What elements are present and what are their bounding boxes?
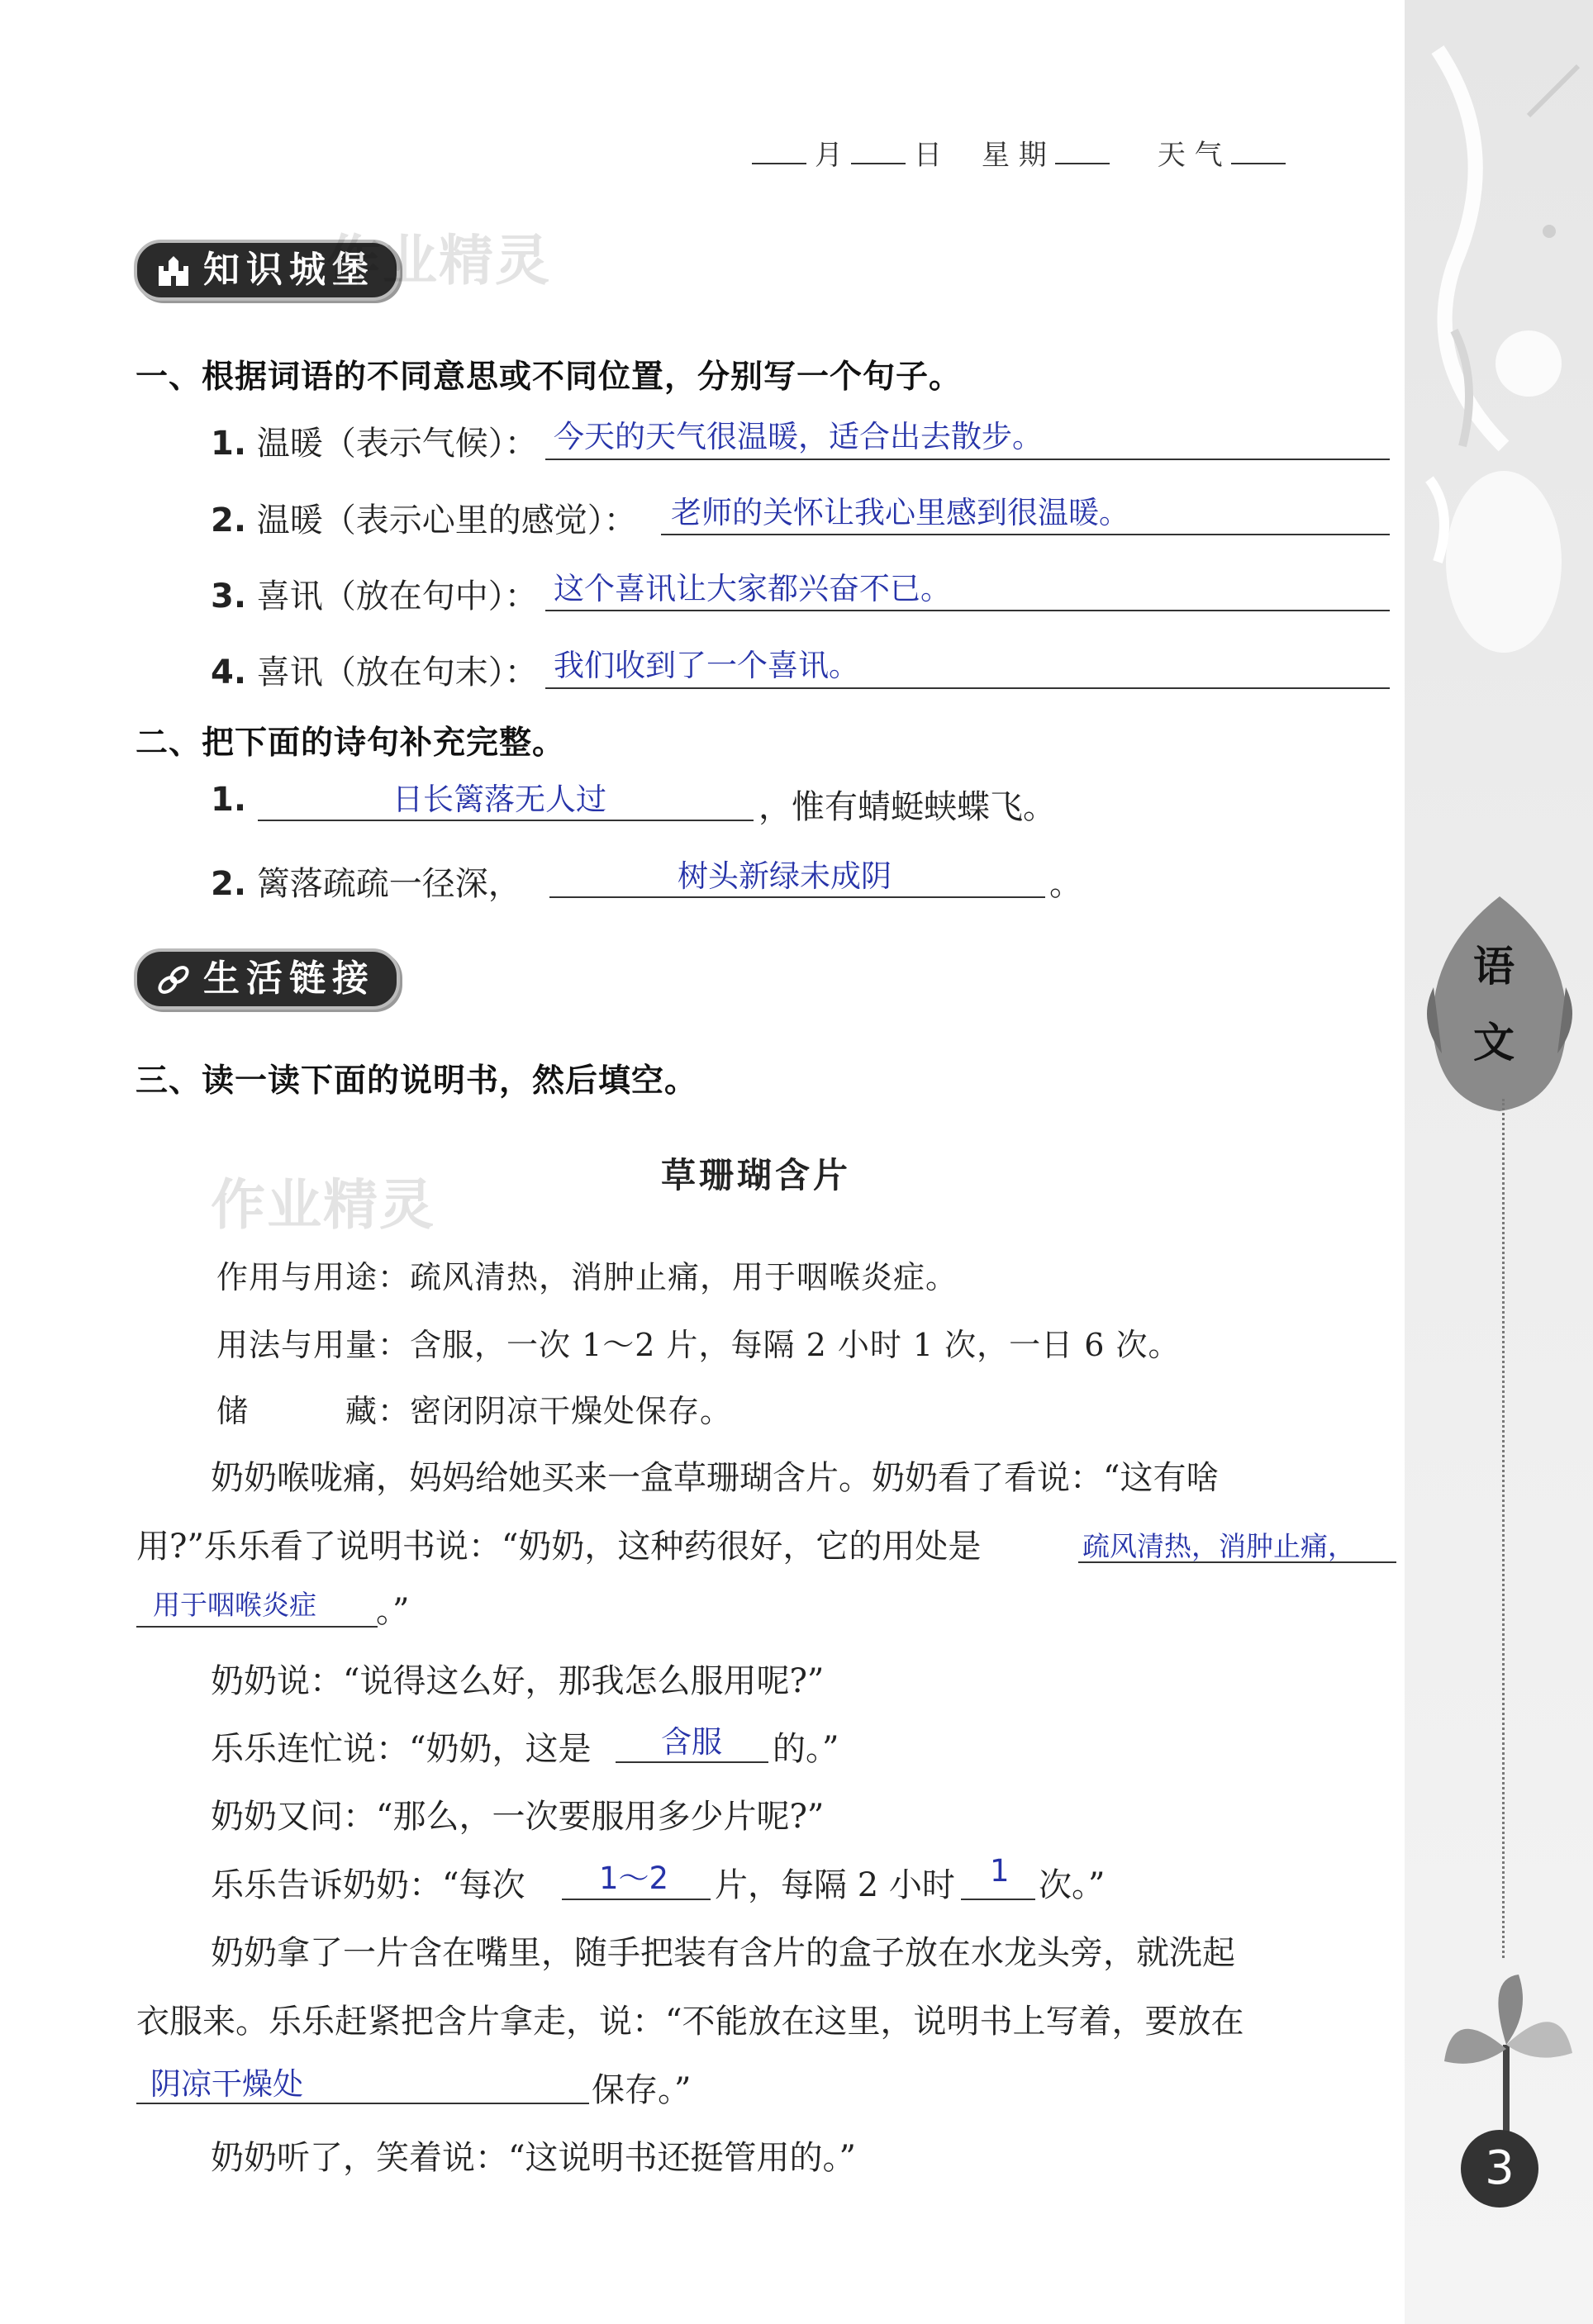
story-blank-5-line[interactable] xyxy=(961,1899,1035,1900)
leaflet-title: 草珊瑚含片 xyxy=(661,1155,852,1195)
q2-item-1-answer: 日长篱落无人过 xyxy=(392,782,606,817)
castle-icon xyxy=(155,253,192,289)
month-blank[interactable] xyxy=(752,138,806,164)
q1-item-2-line[interactable] xyxy=(661,534,1390,535)
weekday-blank[interactable] xyxy=(1055,138,1110,164)
story-p5-mid: 片，每隔 2 小时 xyxy=(715,1866,955,1904)
dotted-divider xyxy=(1502,1099,1505,1958)
story-p1-line1: 奶奶喉咙痛，妈妈给她买来一盒草珊瑚含片。奶奶看了看说：“这有啥 xyxy=(211,1459,1220,1497)
day-blank[interactable] xyxy=(851,138,906,164)
date-line xyxy=(744,132,1294,173)
story-p5-post: 次。” xyxy=(1039,1866,1106,1904)
story-p3-post: 的。” xyxy=(773,1730,839,1768)
weekday-label: 星 期 xyxy=(982,139,1047,172)
story-blank-4-line[interactable] xyxy=(562,1899,711,1900)
link-icon xyxy=(155,962,192,998)
leaflet-usage: 作用与用途：疏风清热，消肿止痛，用于咽喉炎症。 xyxy=(216,1259,958,1295)
leaflet-storage: 储 藏：密闭阴凉干燥处保存。 xyxy=(216,1393,733,1429)
q1-item-3: 3. 喜讯（放在句中）： xyxy=(211,577,538,615)
weather-blank[interactable] xyxy=(1231,138,1286,164)
plant-icon xyxy=(1436,1970,1576,2136)
story-blank-2-answer: 用于咽喉炎症 xyxy=(153,1589,316,1621)
q2-item-1-line[interactable] xyxy=(258,820,754,821)
q1-item-1-answer: 今天的天气很温暖，适合出去散步。 xyxy=(554,419,1043,454)
q1-item-4-line[interactable] xyxy=(545,687,1390,689)
story-p5-pre: 乐乐告诉奶奶：“每次 xyxy=(211,1866,525,1904)
q1-item-4-answer: 我们收到了一个喜讯。 xyxy=(554,648,859,683)
q1-item-2: 2. 温暖（表示心里的感觉）： xyxy=(211,501,637,539)
q2-item-2-answer: 树头新绿未成阴 xyxy=(678,858,892,894)
q1-item-3-answer: 这个喜讯让大家都兴奋不已。 xyxy=(554,571,951,606)
q1-heading: 一、根据词语的不同意思或不同位置，分别写一个句子。 xyxy=(136,359,963,396)
q3-heading: 三、读一读下面的说明书，然后填空。 xyxy=(136,1062,698,1100)
watermark-2: 作业精灵 xyxy=(211,1173,435,1237)
story-p4: 奶奶又问：“那么，一次要服用多少片呢?” xyxy=(211,1798,825,1836)
story-p6-line2: 衣服来。乐乐赶紧把含片拿走，说：“不能放在这里，说明书上写着，要放在 xyxy=(136,2003,1244,2041)
story-blank-5-answer: 1 xyxy=(990,1853,1010,1889)
music-decoration-icon xyxy=(1405,17,1593,677)
story-blank-3-line[interactable] xyxy=(616,1761,768,1763)
page-number: 3 xyxy=(1461,2130,1538,2208)
story-blank-4-answer: 1～2 xyxy=(599,1861,669,1896)
q1-item-1: 1. 温暖（表示气候）： xyxy=(211,425,538,463)
story-p7: 奶奶听了，笑着说：“这说明书还挺管用的。” xyxy=(211,2139,856,2177)
day-label: 日 xyxy=(914,139,942,172)
story-blank-3-answer: 含服 xyxy=(661,1724,722,1760)
story-p1-end: 。” xyxy=(376,1592,410,1630)
subject-char-2: 文 xyxy=(1473,1019,1515,1067)
month-label: 月 xyxy=(815,139,843,172)
q1-item-4: 4. 喜讯（放在句末）： xyxy=(211,653,538,691)
story-p6-line1: 奶奶拿了一片含在嘴里，随手把装有含片的盒子放在水龙头旁，就洗起 xyxy=(211,1934,1235,1972)
story-blank-2-line[interactable] xyxy=(136,1626,378,1628)
story-blank-1-answer: 疏风清热，消肿止痛， xyxy=(1082,1530,1355,1562)
q2-item-1-suffix: ，惟有蜻蜓蛱蝶飞。 xyxy=(758,788,1056,826)
story-p1-line2: 用?”乐乐看了说明书说：“奶奶，这种药很好，它的用处是 xyxy=(136,1528,982,1566)
q1-item-1-line[interactable] xyxy=(545,459,1390,460)
q2-item-2-suffix: 。 xyxy=(1049,865,1082,903)
q2-item-2-line[interactable] xyxy=(549,896,1045,898)
watermark: 作业精灵 xyxy=(326,229,551,292)
q2-item-2: 2. 篱落疏疏一径深， xyxy=(211,865,521,903)
subject-char-1: 语 xyxy=(1473,943,1515,991)
q1-item-2-answer: 老师的关怀让我心里感到很温暖。 xyxy=(671,495,1129,530)
weather-label: 天 气 xyxy=(1157,139,1223,172)
leaflet-dosage: 用法与用量：含服，一次 1～2 片，每隔 2 小时 1 次，一日 6 次。 xyxy=(216,1327,1181,1363)
story-p6-post: 保存。” xyxy=(592,2071,692,2109)
story-p3-pre: 乐乐连忙说：“奶奶，这是 xyxy=(211,1730,592,1768)
q2-heading: 二、把下面的诗句补充完整。 xyxy=(136,725,566,762)
section-badge-life xyxy=(134,948,400,1010)
section-title-life: 生活链接 xyxy=(203,958,375,1000)
q2-item-1-num: 1. xyxy=(211,781,247,819)
section-title-knowledge: 知识城堡 xyxy=(203,249,375,291)
story-blank-6-answer: 阴凉干燥处 xyxy=(150,2066,303,2102)
story-p2: 奶奶说：“说得这么好，那我怎么服用呢?” xyxy=(211,1662,825,1700)
subject-leaf-icon xyxy=(1417,888,1582,1119)
q1-item-3-line[interactable] xyxy=(545,610,1390,611)
